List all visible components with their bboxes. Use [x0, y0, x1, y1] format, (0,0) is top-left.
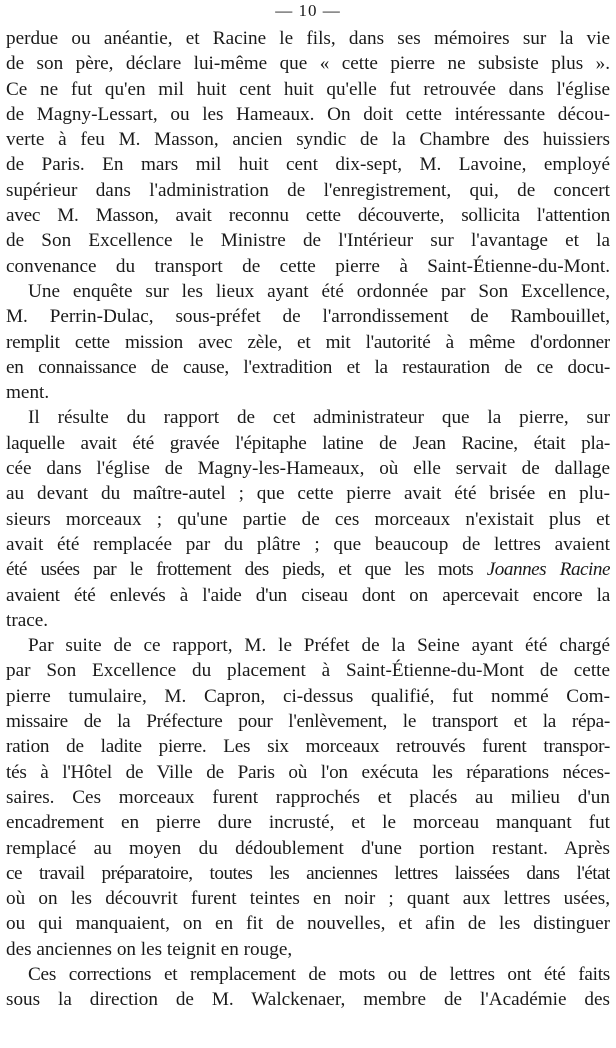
text-line: de son père, déclare lui-même que « cette pierre ne subsiste plus ». — [6, 53, 610, 75]
text-line: de Son Excellence le Ministre de l'Intérieur sur l'avantage et la — [6, 230, 610, 252]
text-line: Ce ne fut qu'en mil huit cent huit qu'elle fut retrouvée dans l'église — [6, 78, 610, 100]
paragraph-1 — [6, 26, 610, 279]
text-segment: été usées par le frottement des pieds, et que les mots — [6, 559, 474, 581]
text-line: avaient été enlevés à l'aide d'un ciseau dont on apercevait encore la — [6, 584, 610, 606]
document-page — [6, 0, 610, 1048]
paragraph-4 — [6, 633, 610, 962]
text-line: ou qui manquaient, on en fit de nouvelles, et afin de les distinguer — [6, 913, 610, 935]
text-line: par Son Excellence du placement à Saint-Étienne-du-Mont de cette — [6, 660, 610, 682]
text-line: saires. Ces morceaux furent rapprochés et placés au milieu d'un — [6, 786, 610, 808]
text-line: en connaissance de cause, l'extradition et la restauration de ce docu- — [6, 356, 610, 378]
text-line: Il résulte du rapport de cet administrateur que la pierre, sur — [28, 407, 610, 429]
paragraph-2 — [6, 279, 610, 405]
text-line-with-italic — [6, 557, 610, 582]
text-line: ce travail préparatoire, toutes les anciennes lettres laissées dans l'état — [6, 862, 610, 884]
text-line: de Magny-Lessart, ou les Hameaux. On doit cette intéressante décou- — [6, 103, 610, 125]
text-line: convenance du transport de cette pierre à Saint-Étienne-du-Mont. — [6, 255, 610, 277]
text-line: de Paris. En mars mil huit cent dix-sept, M. Lavoine, employé — [6, 154, 610, 176]
text-line: où on les découvrit furent teintes en noir ; quant aux lettres usées, — [6, 888, 610, 910]
text-line: ration de ladite pierre. Les six morceaux retrouvés furent transpor- — [6, 736, 610, 758]
text-line: remplit cette mission avec zèle, et mit l'autorité à même d'ordonner — [6, 331, 610, 353]
text-line: M. Perrin-Dulac, sous-préfet de l'arrondissement de Rambouillet, — [6, 306, 610, 328]
text-line: tés à l'Hôtel de Ville de Paris où l'on exécuta les réparations néces- — [6, 761, 610, 783]
text-line: trace. — [6, 609, 49, 631]
text-line: Par suite de ce rapport, M. le Préfet de la Seine ayant été chargé — [28, 635, 610, 657]
italic-words: Joannes Racine — [486, 559, 610, 581]
paragraph-5 — [6, 962, 610, 1013]
text-line: laquelle avait été gravée l'épitaphe latine de Jean Racine, était pla- — [6, 432, 610, 454]
text-line: avait été remplacée par du plâtre ; que beaucoup de lettres avaient — [6, 533, 610, 555]
text-line: verte à feu M. Masson, ancien syndic de la Chambre des huissiers — [6, 129, 610, 151]
text-line: ment. — [6, 382, 50, 404]
text-line: au devant du maître-autel ; que cette pierre avait été brisée en plu- — [6, 483, 610, 505]
text-line: Une enquête sur les lieux ayant été ordonnée par Son Excellence, — [28, 280, 610, 302]
text-line: sieurs morceaux ; qu'une partie de ces morceaux n'existait plus et — [6, 508, 610, 530]
paragraph-3 — [6, 405, 610, 633]
text-line: Ces corrections et remplacement de mots ou de lettres ont été faits — [28, 963, 610, 985]
page-number: — 10 — — [275, 1, 341, 20]
text-line: encadrement en pierre dure incrusté, et le morceau manquant fut — [6, 812, 610, 834]
text-line: sous la direction de M. Walckenaer, membre de l'Académie des — [6, 989, 610, 1011]
text-line: avec M. Masson, avait reconnu cette découverte, sollicita l'attention — [6, 205, 610, 227]
text-line: perdue ou anéantie, et Racine le fils, dans ses mémoires sur la vie — [6, 28, 610, 49]
text-line: des anciennes on les teignit en rouge, — [6, 938, 293, 960]
text-line: missaire de la Préfecture pour l'enlèvement, le transport et la répa- — [6, 711, 610, 733]
text-line: remplacé au moyen du dédoublement d'une portion restant. Après — [6, 837, 610, 859]
text-line: pierre tumulaire, M. Capron, ci-dessus qualifié, fut nommé Com- — [6, 685, 610, 707]
text-line: supérieur dans l'administration de l'enregistrement, qui, de concert — [6, 179, 610, 201]
text-line: cée dans l'église de Magny-les-Hameaux, où elle servait de dallage — [6, 458, 610, 480]
